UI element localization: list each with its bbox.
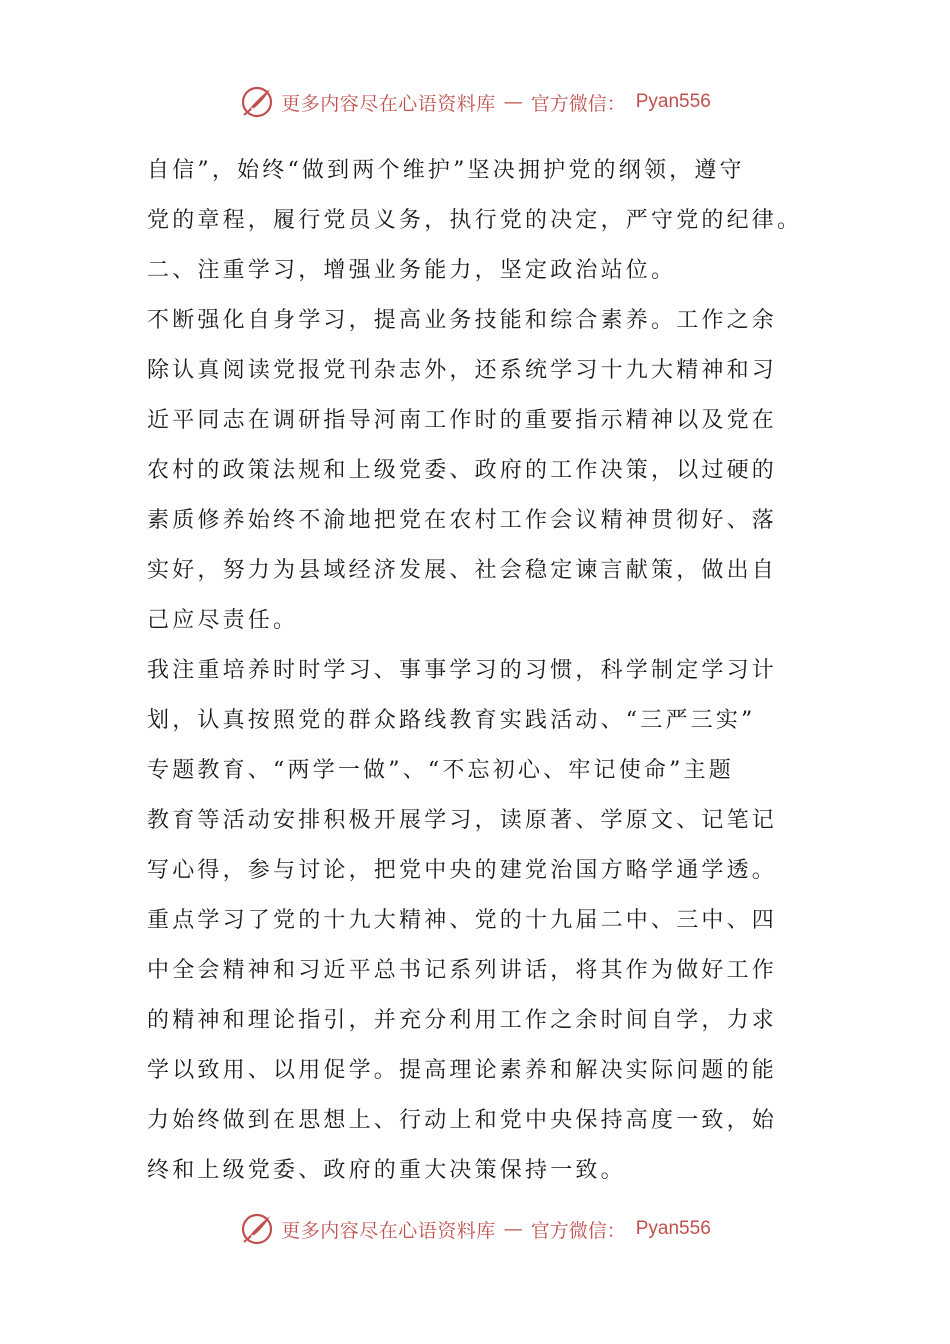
body-line: 写心得，参与讨论，把党中央的建党治国方略学通学透。 [147,858,778,883]
body-line: 实好，努力为县域经济发展、社会稳定谏言献策，做出自 [147,558,778,583]
body-line: 除认真阅读党报党刊杂志外，还系统学习十九大精神和习 [147,358,778,383]
body-line: 己应尽责任。 [147,608,299,633]
header-banner [0,80,950,124]
body-line: 党的章程，履行党员义务，执行党的决定，严守党的纪律。 [147,208,803,233]
header-banner-content [239,84,711,120]
body-line: 学以致用、以用促学。提高理论素养和解决实际问题的能 [147,1058,778,1083]
body-line: 不断强化自身学习，提高业务技能和综合素养。工作之余 [147,308,778,333]
footer-banner-content [239,1211,711,1247]
body-line: 力始终做到在思想上、行动上和党中央保持高度一致，始 [147,1108,778,1133]
footer-wechat-id: Pyan556 [635,1218,711,1239]
quill-logo-icon [239,1211,275,1247]
footer-site-text: 更多内容尽在心语资料库 [281,1219,496,1242]
header-wechat-label: 官方微信： [530,92,626,115]
footer-banner [0,1207,950,1251]
body-line: 教育等活动安排积极开展学习，读原著、学原文、记笔记 [147,808,778,833]
body-line: 的精神和理论指引，并充分利用工作之余时间自学，力求 [147,1008,778,1033]
body-line: 中全会精神和习近平总书记系列讲话，将其作为做好工作 [147,958,778,983]
body-line: 终和上级党委、政府的重大决策保持一致。 [147,1158,626,1183]
body-line: 我注重培养时时学习、事事学习的习惯，科学制定学习计 [147,658,778,683]
quill-logo-icon [239,84,275,120]
body-line: 自信”，始终“做到两个维护”坚决拥护党的纲领，遵守 [147,158,745,183]
body-line: 素质修养始终不渝地把党在农村工作会议精神贯彻好、落 [147,508,778,533]
section-heading: 二、注重学习，增强业务能力，坚定政治站位。 [147,258,677,283]
document-body [147,146,807,1196]
header-site-text: 更多内容尽在心语资料库 [281,92,496,115]
body-line: 划，认真按照党的群众路线教育实践活动、“三严三实” [147,708,756,733]
body-line: 重点学习了党的十九大精神、党的十九届二中、三中、四 [147,908,778,933]
header-wechat-id: Pyan556 [635,91,711,112]
body-line: 农村的政策法规和上级党委、政府的工作决策，以过硬的 [147,458,778,483]
header-dash: — [503,91,523,113]
body-line: 近平同志在调研指导河南工作时的重要指示精神以及党在 [147,408,778,433]
footer-dash: — [503,1218,523,1240]
footer-wechat-label: 官方微信： [530,1219,626,1242]
body-line: 专题教育、“两学一做”、“不忘初心、牢记使命”主题 [147,758,734,783]
